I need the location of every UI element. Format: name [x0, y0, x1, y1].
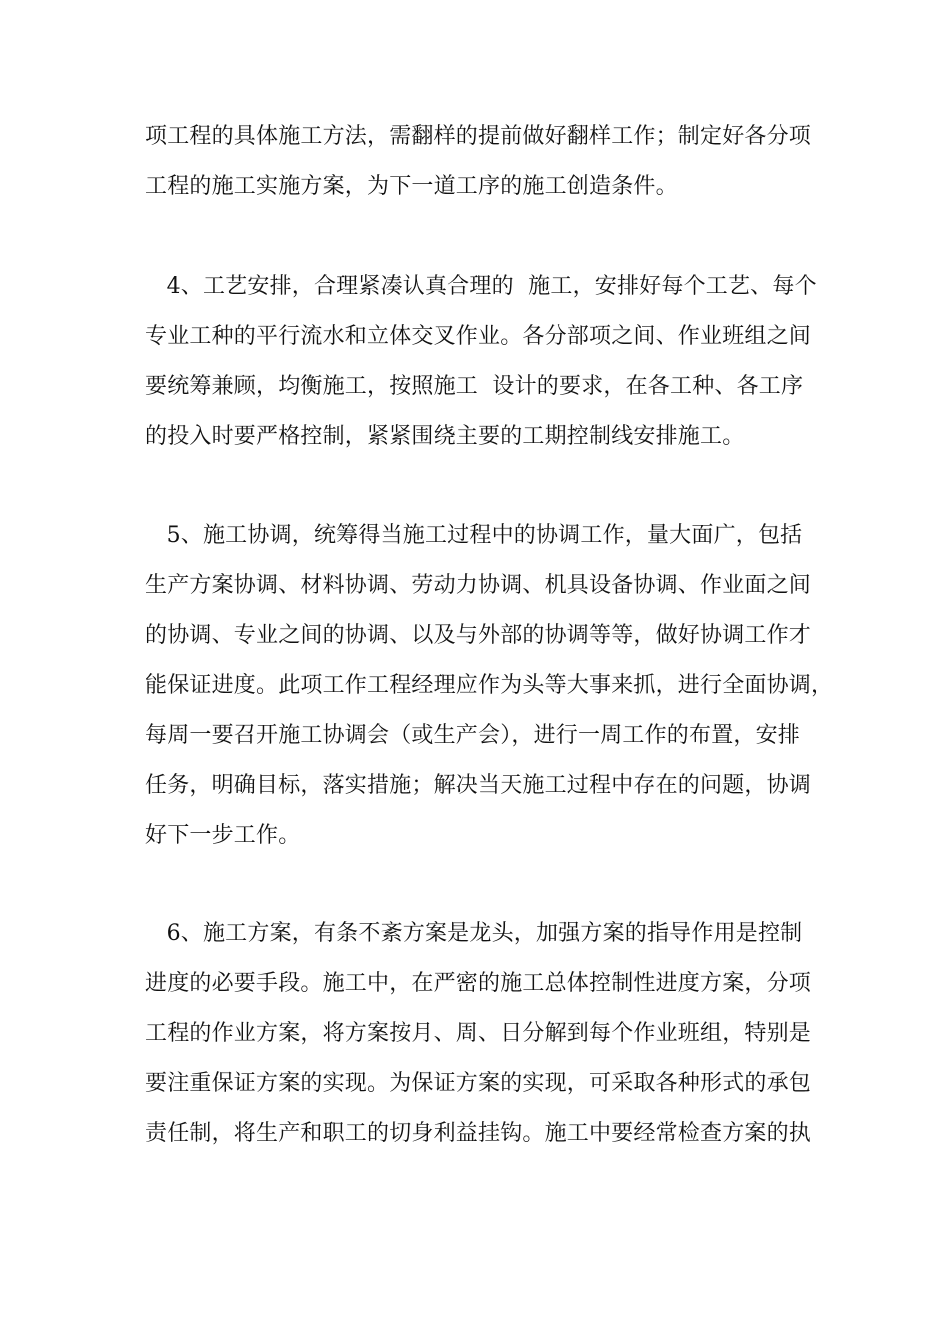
text-line: 每周一要召开施工协调会（或生产会），进行一周工作的布置，安排	[145, 723, 801, 748]
text-line: 要注重保证方案的实现。为保证方案的实现，可采取各种形式的承包	[145, 1071, 812, 1096]
paragraph-process-arrangement	[145, 262, 817, 462]
text-line: 的协调、专业之间的协调、以及与外部的协调等等，做好协调工作才	[145, 623, 812, 648]
text-line: 要统筹兼顾，均衡施工，按照施工 设计的要求，在各工种、各工序	[145, 374, 804, 399]
text-line: 6、施工方案，有条不紊方案是龙头，加强方案的指导作用是控制	[145, 921, 803, 946]
text-line: 好下一步工作。	[145, 823, 301, 848]
text-line: 工程的施工实施方案，为下一道工序的施工创造条件。	[145, 174, 678, 199]
text-line: 的投入时要严格控制，紧紧围绕主要的工期控制线安排施工。	[145, 424, 745, 449]
text-line: 专业工种的平行流水和立体交叉作业。各分部项之间、作业班组之间	[145, 324, 812, 349]
text-line: 进度的必要手段。施工中，在严密的施工总体控制性进度方案，分项	[145, 971, 812, 996]
paragraph-coordination	[145, 511, 834, 861]
paragraph-construction-plan	[145, 909, 810, 1159]
paragraph-continuation	[145, 112, 810, 212]
text-line: 工程的作业方案，将方案按月、周、日分解到每个作业班组，特别是	[145, 1021, 812, 1046]
text-line: 责任制，将生产和职工的切身利益挂钩。施工中要经常检查方案的执	[145, 1121, 812, 1146]
text-line: 4、工艺安排，合理紧凑认真合理的 施工，安排好每个工艺、每个	[145, 274, 817, 299]
text-line: 项工程的具体施工方法，需翻样的提前做好翻样工作；制定好各分项	[145, 124, 812, 149]
text-line: 生产方案协调、材料协调、劳动力协调、机具设备协调、作业面之间	[145, 573, 812, 598]
text-line: 任务，明确目标，落实措施；解决当天施工过程中存在的问题，协调	[145, 773, 812, 798]
text-line: 能保证进度。此项工作工程经理应作为头等大事来抓，进行全面协调，	[145, 673, 834, 698]
text-line: 5、施工协调，统筹得当施工过程中的协调工作，量大面广，包括	[145, 523, 803, 548]
